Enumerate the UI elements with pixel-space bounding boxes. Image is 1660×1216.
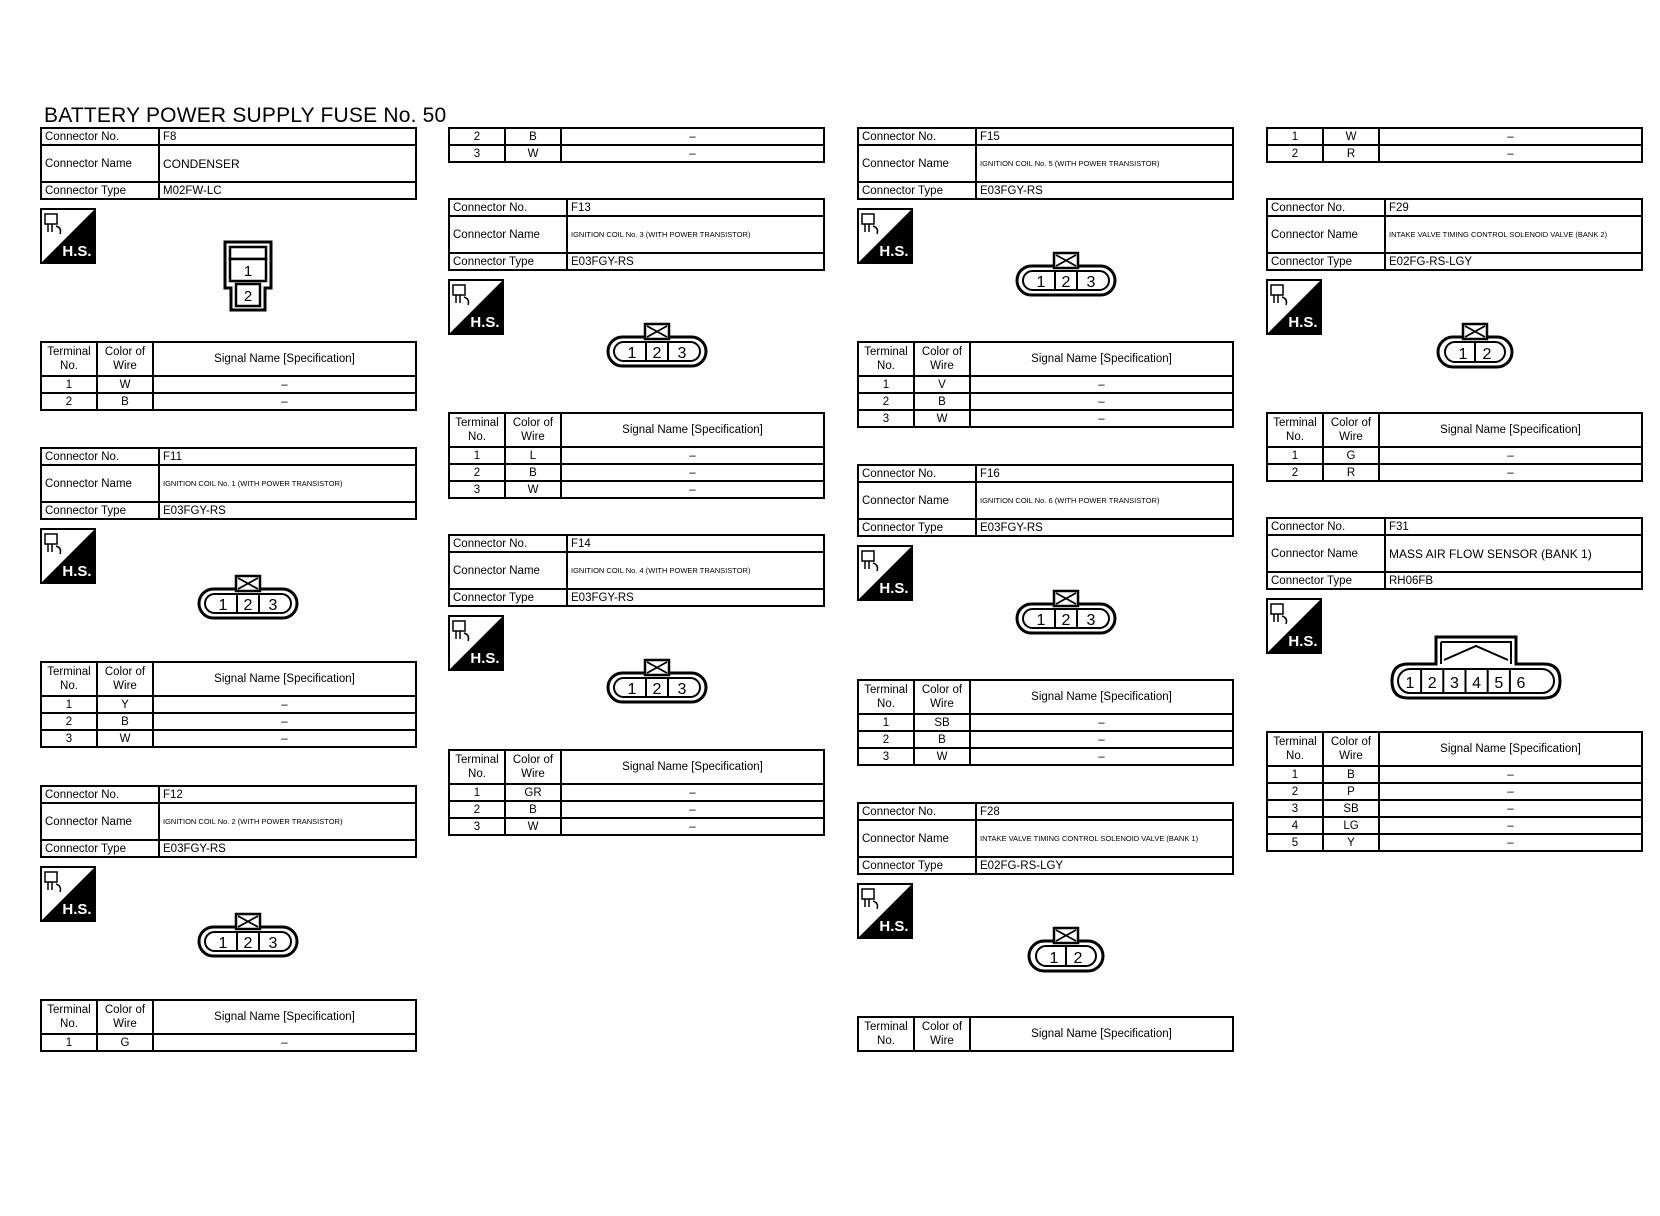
- terminal-no-header: Terminal No.: [41, 1000, 97, 1034]
- connector-name-value: INTAKE VALVE TIMING CONTROL SOLENOID VALVE (BANK 1): [976, 820, 1233, 857]
- pin-label: 4: [1472, 675, 1482, 692]
- terminal-no-header: Terminal No.: [41, 342, 97, 376]
- signal-name-header: Signal Name [Specification]: [153, 1000, 416, 1034]
- page-title: BATTERY POWER SUPPLY FUSE No. 50: [44, 104, 447, 127]
- connector-f14-diagram: [605, 658, 709, 704]
- table-row: 2 B –: [449, 801, 824, 818]
- connector-f12-diagram: [196, 912, 300, 958]
- table-row: 2 R –: [1267, 145, 1642, 162]
- pin-label: 1: [1036, 274, 1046, 291]
- pin-label: 3: [1086, 612, 1096, 629]
- table-row: 3 W –: [449, 818, 824, 835]
- connector-name-label: Connector Name: [858, 145, 976, 182]
- connector-f29-diagram: [1435, 322, 1515, 370]
- table-row: 1 Y –: [41, 696, 416, 713]
- connector-no-label: Connector No.: [41, 128, 159, 145]
- pin-label: 3: [1449, 675, 1459, 692]
- pin-label: 1: [627, 681, 637, 698]
- color-of-wire-header: Color of Wire: [505, 750, 561, 784]
- connector-type-label: Connector Type: [449, 253, 567, 270]
- terminal-no-header: Terminal No.: [41, 662, 97, 696]
- table-row: 3 W –: [41, 730, 416, 747]
- connector-type-value: M02FW-LC: [159, 182, 416, 199]
- connector-type-label: Connector Type: [1267, 572, 1385, 589]
- connector-name-value: IGNITION COIL No. 6 (WITH POWER TRANSISTOR): [976, 482, 1233, 519]
- connector-type-label: Connector Type: [41, 182, 159, 199]
- table-row: 2 B –: [449, 128, 824, 145]
- connector-type-value: E03FGY-RS: [159, 502, 416, 519]
- harness-side-icon: [857, 208, 913, 264]
- connector-no-value: F11: [159, 448, 416, 465]
- connector-no-label: Connector No.: [858, 128, 976, 145]
- color-of-wire-header: Color of Wire: [97, 662, 153, 696]
- table-row: 3 W –: [449, 481, 824, 498]
- table-row: 2 P –: [1267, 783, 1642, 800]
- connector-no-value: F29: [1385, 199, 1642, 216]
- connector-no-value: F31: [1385, 518, 1642, 535]
- harness-side-icon: [1266, 598, 1322, 654]
- connector-name-label: Connector Name: [1267, 216, 1385, 253]
- connector-no-value: F13: [567, 199, 824, 216]
- table-row: 4 LG –: [1267, 817, 1642, 834]
- table-row: 5 Y –: [1267, 834, 1642, 851]
- connector-f16-diagram: [1014, 589, 1118, 635]
- table-row: 1 B –: [1267, 766, 1642, 783]
- connector-info-f29: [1266, 198, 1643, 271]
- connector-name-label: Connector Name: [858, 820, 976, 857]
- signal-name-header: Signal Name [Specification]: [153, 342, 416, 376]
- terminal-no-header: Terminal No.: [1267, 732, 1323, 766]
- connector-no-value: F16: [976, 465, 1233, 482]
- terminal-table-f8: [40, 341, 417, 411]
- pin-label: 3: [268, 935, 278, 952]
- connector-no-value: F12: [159, 786, 416, 803]
- pin-label: 6: [1516, 675, 1526, 692]
- connector-type-value: E03FGY-RS: [976, 182, 1233, 199]
- pin-label: 3: [677, 681, 687, 698]
- connector-type-label: Connector Type: [449, 589, 567, 606]
- connector-type-label: Connector Type: [858, 182, 976, 199]
- connector-no-label: Connector No.: [449, 535, 567, 552]
- connector-info-f16: [857, 464, 1234, 537]
- connector-name-value: MASS AIR FLOW SENSOR (BANK 1): [1385, 535, 1642, 572]
- pin-label: 2: [1061, 612, 1071, 629]
- table-row: 3 W –: [858, 748, 1233, 765]
- pin-label: 2: [652, 681, 662, 698]
- hs-label: H.S.: [1288, 633, 1318, 650]
- terminal-table-f12: [40, 999, 417, 1052]
- table-row: 2 B –: [449, 464, 824, 481]
- terminal-table-f14: [448, 749, 825, 836]
- table-row: 1 G –: [41, 1034, 416, 1051]
- harness-side-icon: [1266, 279, 1322, 335]
- connector-type-label: Connector Type: [858, 519, 976, 536]
- harness-side-icon: [448, 279, 504, 335]
- harness-side-icon: [40, 528, 96, 584]
- connector-f13-diagram: [605, 322, 709, 368]
- pin-label: 1: [1049, 950, 1059, 967]
- signal-name-header: Signal Name [Specification]: [970, 342, 1233, 376]
- pin-label: 1: [1405, 675, 1415, 692]
- color-of-wire-header: Color of Wire: [914, 680, 970, 714]
- terminal-no-header: Terminal No.: [858, 342, 914, 376]
- terminal-table-f31: [1266, 731, 1643, 852]
- connector-type-label: Connector Type: [41, 502, 159, 519]
- connector-no-label: Connector No.: [858, 465, 976, 482]
- terminal-table-f16: [857, 679, 1234, 766]
- pin-label: 2: [652, 345, 662, 362]
- pin-label: 3: [677, 345, 687, 362]
- connector-name-value: IGNITION COIL No. 5 (WITH POWER TRANSISTOR): [976, 145, 1233, 182]
- color-of-wire-header: Color of Wire: [1323, 732, 1379, 766]
- signal-name-header: Signal Name [Specification]: [561, 413, 824, 447]
- terminal-no-header: Terminal No.: [858, 680, 914, 714]
- harness-side-icon: [448, 615, 504, 671]
- terminal-table-f28-continued: [1266, 127, 1643, 163]
- harness-side-icon: [40, 208, 96, 264]
- harness-side-icon: [857, 883, 913, 939]
- connector-type-label: Connector Type: [858, 857, 976, 874]
- hs-label: H.S.: [879, 243, 909, 260]
- table-row: 1 W –: [1267, 128, 1642, 145]
- connector-info-f14: [448, 534, 825, 607]
- connector-type-value: E02FG-RS-LGY: [1385, 253, 1642, 270]
- connector-name-value: IGNITION COIL No. 2 (WITH POWER TRANSISTOR): [159, 803, 416, 840]
- pin-label: 2: [243, 288, 253, 305]
- pin-label: 2: [1482, 346, 1492, 363]
- color-of-wire-header: Color of Wire: [1323, 413, 1379, 447]
- connector-name-value: INTAKE VALVE TIMING CONTROL SOLENOID VALVE (BANK 2): [1385, 216, 1642, 253]
- connector-no-label: Connector No.: [41, 448, 159, 465]
- signal-name-header: Signal Name [Specification]: [153, 662, 416, 696]
- connector-info-f11: [40, 447, 417, 520]
- hs-label: H.S.: [879, 918, 909, 935]
- connector-info-f8: [40, 127, 417, 200]
- terminal-table-f15: [857, 341, 1234, 428]
- connector-info-f28: [857, 802, 1234, 875]
- table-row: 2 R –: [1267, 464, 1642, 481]
- connector-name-label: Connector Name: [41, 803, 159, 840]
- signal-name-header: Signal Name [Specification]: [561, 750, 824, 784]
- connector-no-value: F14: [567, 535, 824, 552]
- terminal-table-f11: [40, 661, 417, 748]
- connector-no-label: Connector No.: [1267, 199, 1385, 216]
- pin-label: 3: [268, 597, 278, 614]
- connector-no-label: Connector No.: [858, 803, 976, 820]
- signal-name-header: Signal Name [Specification]: [1379, 732, 1642, 766]
- harness-side-icon: [857, 545, 913, 601]
- connector-f11-diagram: [196, 574, 300, 620]
- table-row: 3 W –: [858, 410, 1233, 427]
- color-of-wire-header: Color of Wire: [914, 342, 970, 376]
- connector-no-label: Connector No.: [449, 199, 567, 216]
- connector-type-value: RH06FB: [1385, 572, 1642, 589]
- table-row: 2 B –: [858, 731, 1233, 748]
- connector-type-label: Connector Type: [41, 840, 159, 857]
- signal-name-header: Signal Name [Specification]: [970, 680, 1233, 714]
- connector-f31-diagram: [1388, 634, 1564, 700]
- hs-label: H.S.: [62, 563, 92, 580]
- pin-label: 3: [1086, 274, 1096, 291]
- connector-info-f13: [448, 198, 825, 271]
- signal-name-header: Signal Name [Specification]: [1379, 413, 1642, 447]
- connector-name-label: Connector Name: [449, 216, 567, 253]
- hs-label: H.S.: [62, 243, 92, 260]
- connector-type-value: E03FGY-RS: [159, 840, 416, 857]
- hs-label: H.S.: [470, 314, 500, 331]
- connector-type-value: E02FG-RS-LGY: [976, 857, 1233, 874]
- pin-label: 5: [1494, 675, 1504, 692]
- connector-no-label: Connector No.: [41, 786, 159, 803]
- connector-name-value: IGNITION COIL No. 4 (WITH POWER TRANSISTOR): [567, 552, 824, 589]
- hs-label: H.S.: [879, 580, 909, 597]
- table-row: 1 GR –: [449, 784, 824, 801]
- harness-side-icon: [40, 866, 96, 922]
- connector-f28-diagram: [1026, 926, 1106, 974]
- pin-label: 1: [1458, 346, 1468, 363]
- connector-name-value: IGNITION COIL No. 3 (WITH POWER TRANSISTOR): [567, 216, 824, 253]
- connector-f15-diagram: [1014, 251, 1118, 297]
- connector-type-value: E03FGY-RS: [567, 589, 824, 606]
- pin-label: 1: [218, 597, 228, 614]
- pin-label: 2: [1073, 950, 1083, 967]
- table-row: 1 L –: [449, 447, 824, 464]
- table-row: 3 SB –: [1267, 800, 1642, 817]
- pin-label: 2: [1061, 274, 1071, 291]
- color-of-wire-header: Color of Wire: [97, 342, 153, 376]
- terminal-no-header: Terminal No.: [1267, 413, 1323, 447]
- terminal-no-header: Terminal No.: [449, 413, 505, 447]
- connector-no-value: F15: [976, 128, 1233, 145]
- connector-name-label: Connector Name: [41, 145, 159, 182]
- connector-type-label: Connector Type: [1267, 253, 1385, 270]
- connector-type-value: E03FGY-RS: [976, 519, 1233, 536]
- connector-name-value: CONDENSER: [159, 145, 416, 182]
- table-row: 1 V –: [858, 376, 1233, 393]
- hs-label: H.S.: [470, 650, 500, 667]
- connector-info-f12: [40, 785, 417, 858]
- terminal-table-f29: [1266, 412, 1643, 482]
- connector-name-value: IGNITION COIL No. 1 (WITH POWER TRANSISTOR): [159, 465, 416, 502]
- terminal-table-f28: [857, 1016, 1234, 1052]
- pin-label: 1: [218, 935, 228, 952]
- connector-info-f31: [1266, 517, 1643, 590]
- connector-name-label: Connector Name: [858, 482, 976, 519]
- pin-label: 1: [243, 263, 253, 280]
- pin-label: 1: [627, 345, 637, 362]
- color-of-wire-header: Color of Wire: [505, 413, 561, 447]
- connector-no-label: Connector No.: [1267, 518, 1385, 535]
- color-of-wire-header: Color of Wire: [97, 1000, 153, 1034]
- connector-f8-diagram: [222, 239, 274, 313]
- table-row: 2 B –: [41, 393, 416, 410]
- pin-label: 2: [243, 935, 253, 952]
- pin-label: 2: [1427, 675, 1437, 692]
- table-row: 1 G –: [1267, 447, 1642, 464]
- table-row: 1 W –: [41, 376, 416, 393]
- signal-name-header: Signal Name [Specification]: [970, 1017, 1233, 1051]
- color-of-wire-header: Color of Wire: [914, 1017, 970, 1051]
- terminal-table-f13: [448, 412, 825, 499]
- hs-label: H.S.: [1288, 314, 1318, 331]
- connector-name-label: Connector Name: [1267, 535, 1385, 572]
- table-row: 2 B –: [858, 393, 1233, 410]
- connector-type-value: E03FGY-RS: [567, 253, 824, 270]
- hs-label: H.S.: [62, 901, 92, 918]
- connector-info-f15: [857, 127, 1234, 200]
- terminal-no-header: Terminal No.: [449, 750, 505, 784]
- terminal-no-header: Terminal No.: [858, 1017, 914, 1051]
- table-row: 3 W –: [449, 145, 824, 162]
- connector-name-label: Connector Name: [41, 465, 159, 502]
- connector-no-value: F8: [159, 128, 416, 145]
- connector-name-label: Connector Name: [449, 552, 567, 589]
- terminal-table-f12-continued: [448, 127, 825, 163]
- pin-label: 2: [243, 597, 253, 614]
- table-row: 2 B –: [41, 713, 416, 730]
- table-row: 1 SB –: [858, 714, 1233, 731]
- connector-no-value: F28: [976, 803, 1233, 820]
- pin-label: 1: [1036, 612, 1046, 629]
